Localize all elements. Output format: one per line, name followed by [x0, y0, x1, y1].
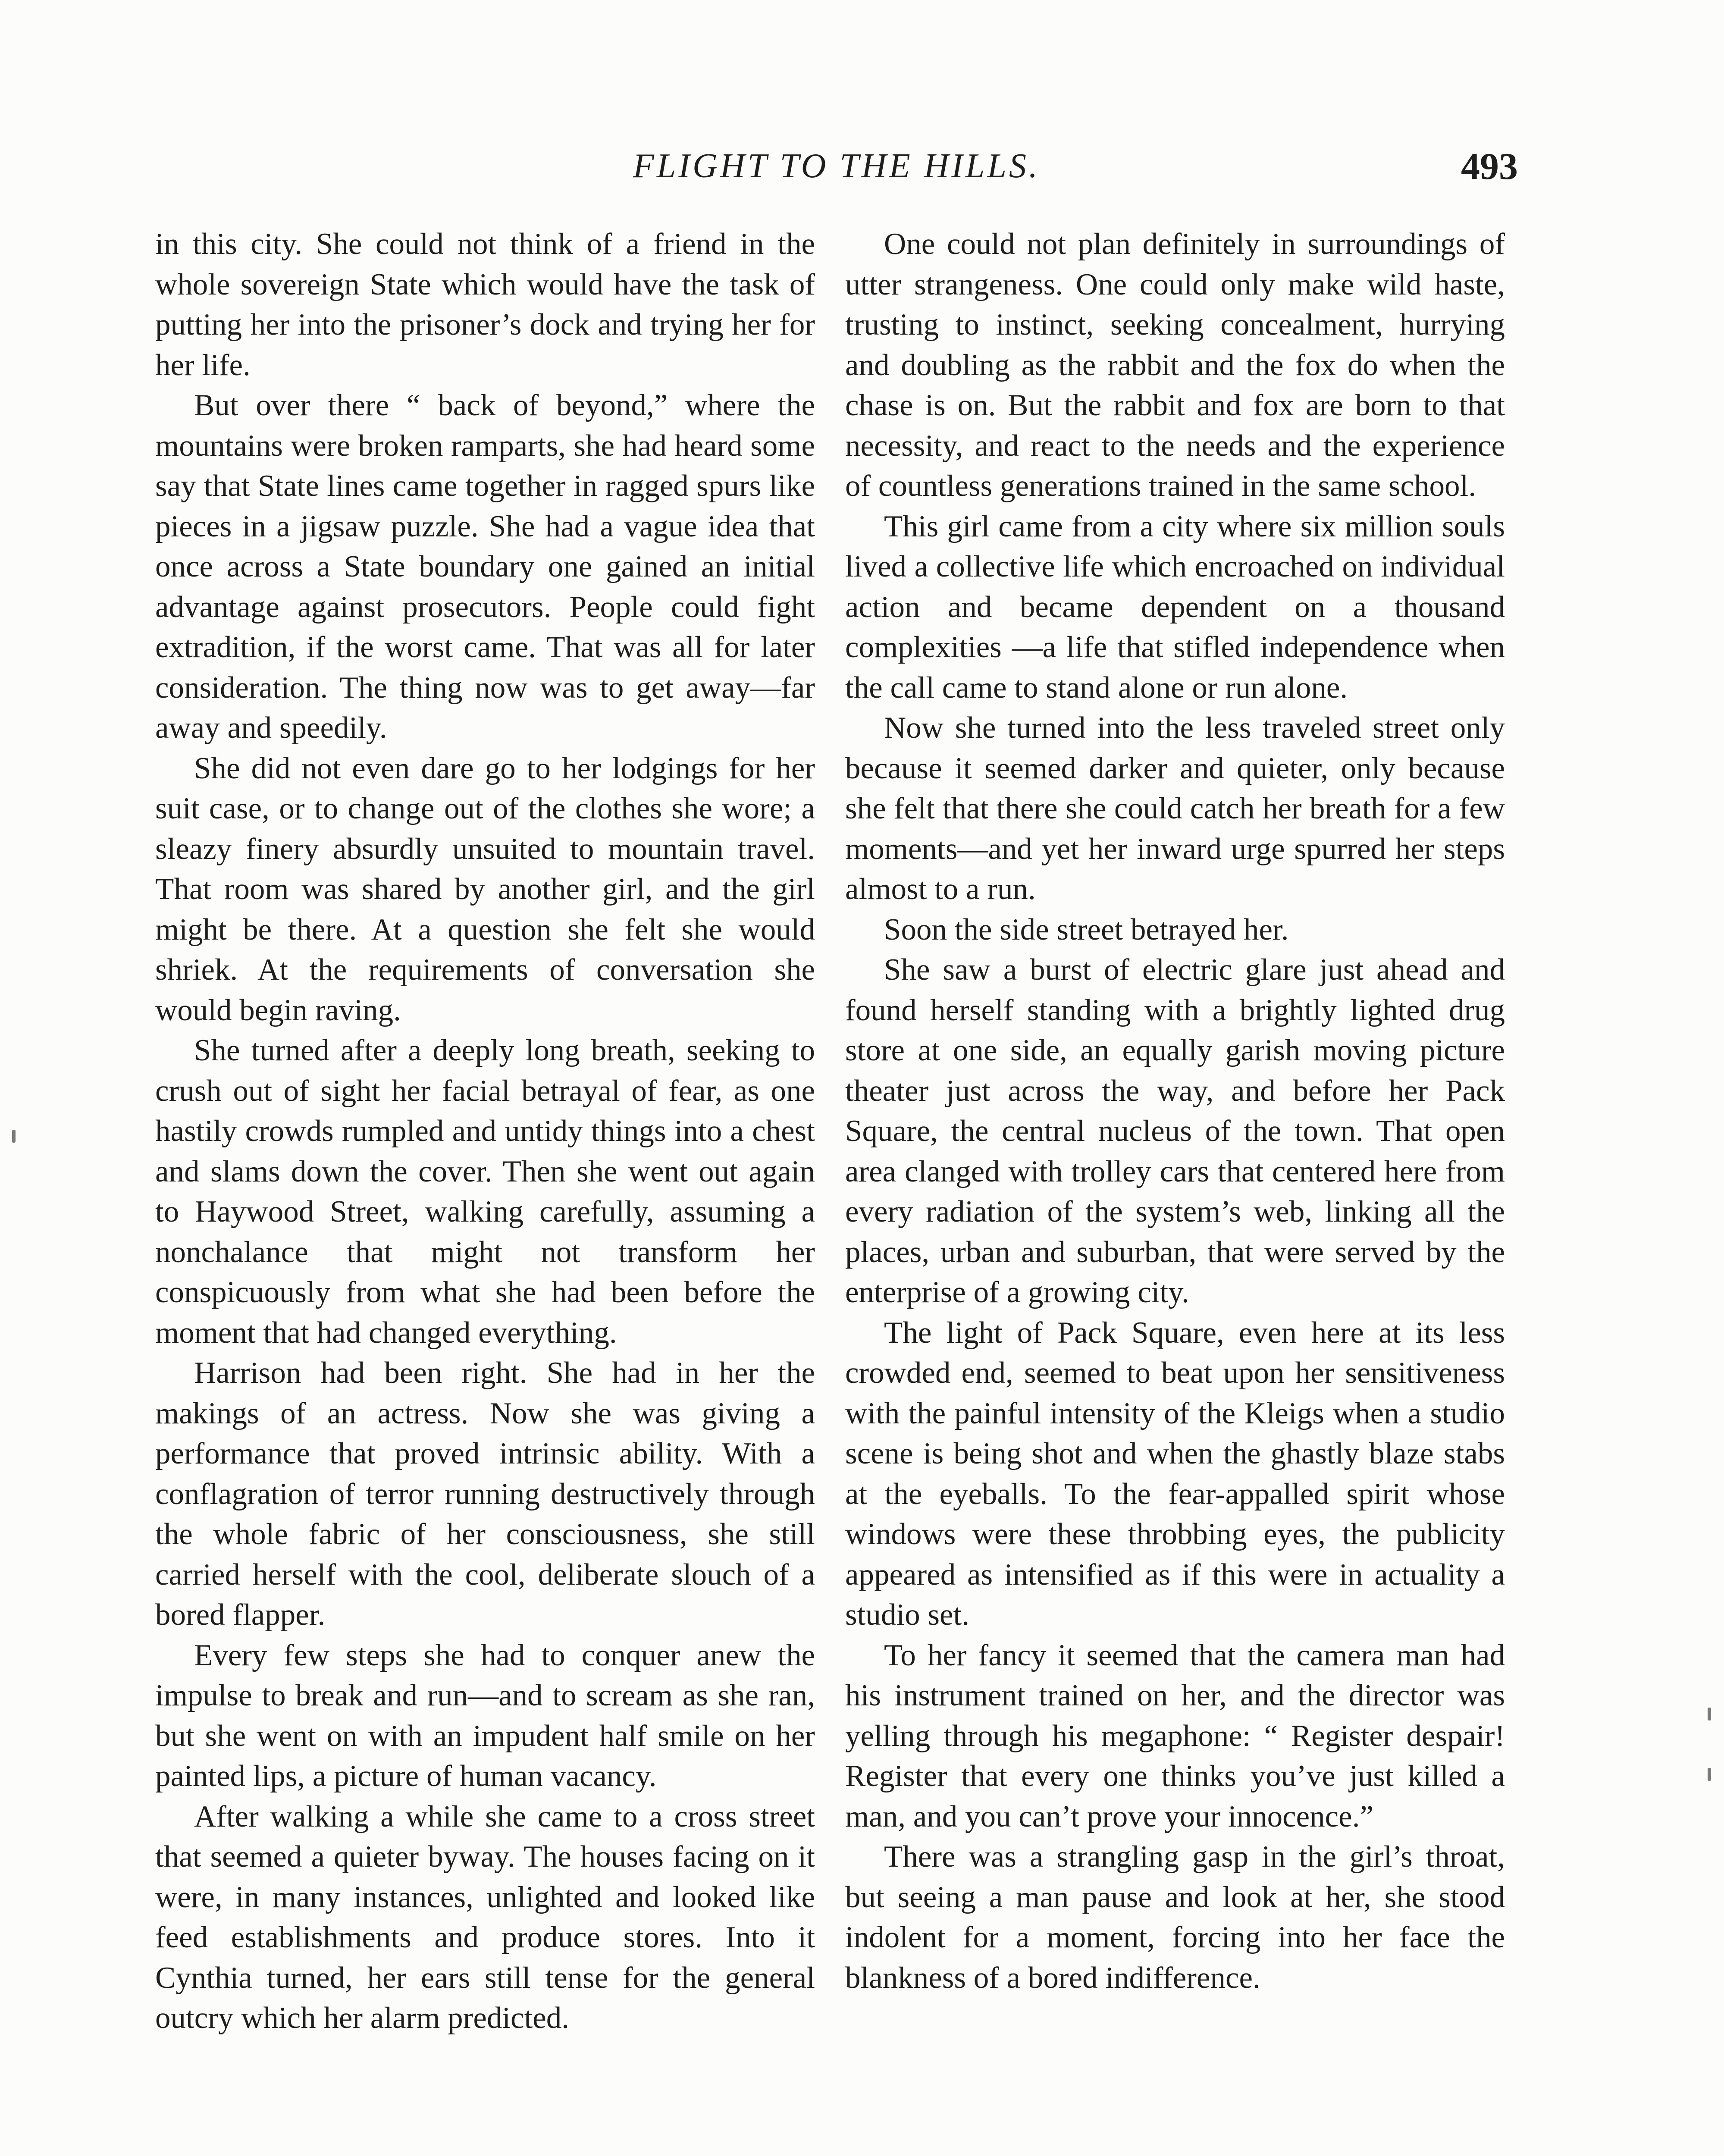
- running-head: FLIGHT TO THE HILLS.: [633, 147, 1040, 185]
- paragraph: The light of Pack Square, even here at its less crowded end, seemed to beat upon her sensitiveness with the painful intensity of the Kleigs when a studio scene is being shot and when the ghastly blaze stabs at the eyeballs. To the fear-appalled spirit whose windows were these throbbing eyes, the publicity appeared as intensified as if this were in actuality a studio set.: [845, 1316, 1505, 1632]
- paragraph: in this city. She could not think of a friend in the whole sovereign State which would have the task of putting her into the prisoner’s dock and trying her for her life.: [155, 227, 815, 382]
- paragraph: But over there “ back of beyond,” where the mountains were broken ramparts, she had heard some say that State lines came together in ragged spurs like pieces in a jigsaw puzzle. She had a vague idea that once across a State boundary one gained an initial advantage against prosecutors. People could fight extradition, if the worst came. That was all for later consideration. The thing now was to get away—far away and speedily.: [155, 389, 815, 745]
- page-number: 493: [1461, 146, 1518, 188]
- scan-speck: [1708, 1708, 1711, 1720]
- paragraph: Now she turned into the less traveled street only because it seemed darker and quieter, only because she felt that there she could catch her breath for a few moments—and yet her inward urge spurred her steps almost to a run.: [845, 711, 1505, 906]
- paragraph: This girl came from a city where six million souls lived a collective life which encroached on individual action and became dependent on a thousand complexities —a life that stifled independence when the call came to stand alone or run alone.: [845, 509, 1505, 705]
- scan-speck: [1708, 1768, 1711, 1781]
- paragraph: To her fancy it seemed that the camera man had his instrument trained on her, and the director was yelling through his megaphone: “ Register despair! Register that every one thinks you’ve just killed a man, and you can’t prove your innocence.”: [845, 1638, 1505, 1833]
- paragraph: She did not even dare go to her lodgings for her suit case, or to change out of the clothes she wore; a sleazy finery absurdly unsuited to mountain travel. That room was shared by another girl, and the girl might be there. At a question she felt she would shriek. At the requirements of conversation she would begin raving.: [155, 751, 815, 1027]
- paragraph: She saw a burst of electric glare just ahead and found herself standing with a brightly lighted drug store at one side, an equally garish moving picture theater just across the way, and before her Pack Square, the central nucleus of the town. That open area clanged with trolley cars that centered here from every radiation of the system’s web, linking all the places, urban and suburban, that were served by the enterprise of a growing city.: [845, 953, 1505, 1309]
- paragraph: There was a strangling gasp in the girl’s throat, but seeing a man pause and look at her, she stood indolent for a moment, forcing into her face the blankness of a bored indifference.: [845, 1840, 1505, 1995]
- paragraph: She turned after a deeply long breath, seeking to crush out of sight her facial betrayal of fear, as one hastily crowds rumpled and untidy things into a chest and slams down the cover. Then she went out again to Haywood Street, walking carefully, assuming a nonchalance that might not transform her conspicuously from what she had been before the moment that had changed everything.: [155, 1034, 815, 1350]
- paragraph: After walking a while she came to a cross street that seemed a quieter byway. The houses facing on it were, in many instances, unlighted and looked like feed establishments and produce stores. Into it Cynthia turned, her ears still tense for the general outcry which her alarm predicted.: [155, 1799, 815, 2035]
- paragraph: Every few steps she had to conquer anew the impulse to break and run—and to scream as she ran, but she went on with an impudent half smile on her painted lips, a picture of human vacancy.: [155, 1638, 815, 1793]
- paragraph: Soon the side street betrayed her.: [884, 912, 1289, 946]
- left-column: [155, 224, 815, 2039]
- paragraph: One could not plan definitely in surroundings of utter strangeness. One could only make wild haste, trusting to instinct, seeking concealment, hurrying and doubling as the rabbit and the fox do when the chase is on. But the rabbit and fox are born to that necessity, and react to the needs and the experience of countless generations trained in the same school.: [845, 227, 1505, 503]
- right-column: [845, 224, 1505, 1998]
- scan-speck: [12, 1130, 16, 1143]
- page-header: [155, 147, 1518, 198]
- paragraph: Harrison had been right. She had in her the makings of an actress. Now she was giving a performance that proved intrinsic ability. With a conflagration of terror running destructively through the whole fabric of her consciousness, she still carried herself with the cool, deliberate slouch of a bored flapper.: [155, 1356, 815, 1632]
